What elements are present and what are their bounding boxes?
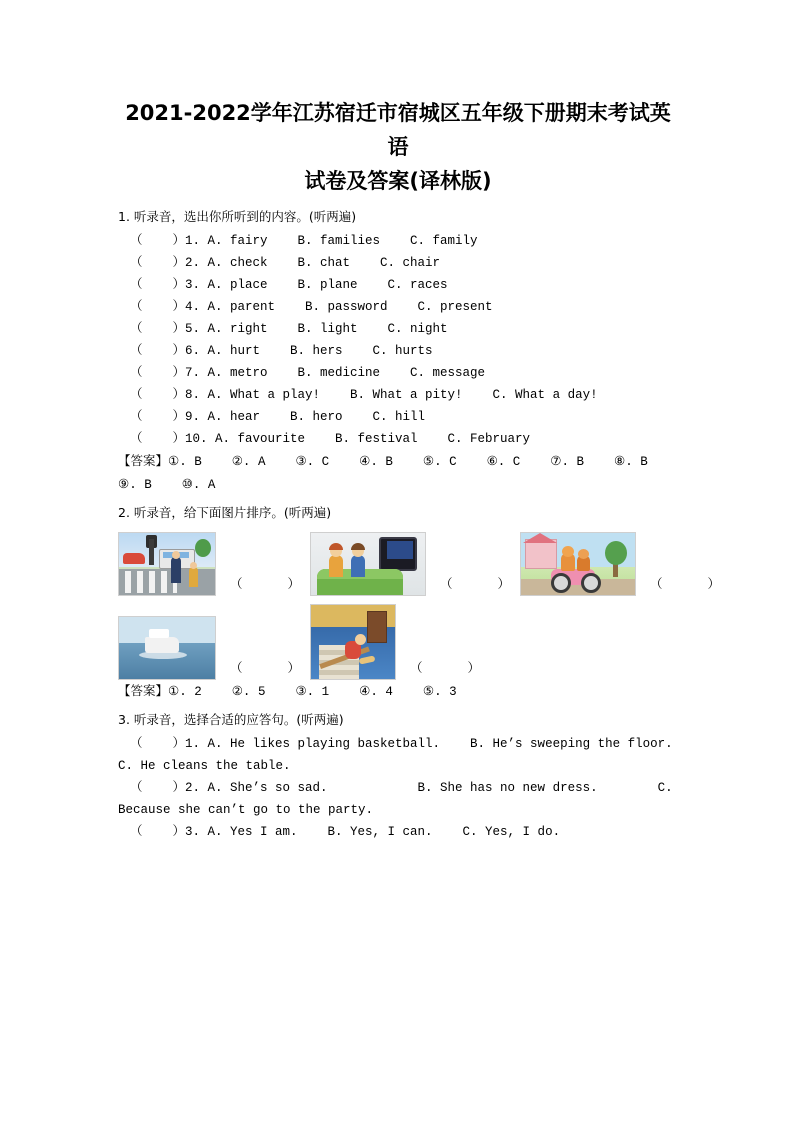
picture-answer-box[interactable]: （ ） (410, 662, 481, 676)
picture-answer-box[interactable]: （ ） (440, 578, 511, 592)
answer-label: 【答案】 (118, 683, 169, 698)
question-item-cont: C. He cleans the table. (118, 759, 291, 773)
picture-answer-box[interactable]: （ ） (650, 578, 721, 592)
question-item: （ ）3. A. place B. plane C. races (130, 278, 448, 292)
question-item: （ ）1. A. He likes playing basketball. B. He’s sweeping the floor. (130, 737, 673, 751)
answer-text: ①. B ②. A ③. C ④. B ⑤. C ⑥. C ⑦. B ⑧. B ⑨. B ⑩. A (118, 455, 678, 492)
question-item: （ ）6. A. hurt B. hers C. hurts (130, 344, 433, 358)
answer-text: ①. 2 ②. 5 ③. 1 ④. 4 ⑤. 3 (168, 685, 457, 699)
question-item: （ ）8. A. What a play! B. What a pity! C. What a day! (130, 388, 598, 402)
picture-cell (118, 616, 310, 680)
question-item: （ ）1. A. fairy B. families C. family (130, 234, 478, 248)
section-2-heading: 2. 听录音，给下面图片排序。(听两遍) (118, 505, 332, 520)
question-item: （ ）2. A. She’s so sad. B. She has no new dress. C. (130, 781, 673, 795)
page-title-line1: 2021-2022学年江苏宿迁市宿城区五年级下册期末考试英语 (125, 101, 671, 159)
picture-answer-box[interactable]: （ ） (230, 662, 301, 676)
document-content (118, 96, 721, 843)
picture-cell (310, 604, 490, 680)
answer-block (118, 450, 678, 496)
picture-cell (520, 532, 730, 596)
picture-cat-family-on-scooter (520, 532, 636, 596)
picture-kids-playing-video-game (310, 532, 426, 596)
question-item-cont: Because she can’t go to the party. (118, 803, 374, 817)
answer-label: 【答案】 (118, 453, 169, 468)
page-title (118, 96, 678, 198)
question-item: （ ）5. A. right B. light C. night (130, 322, 448, 336)
question-item: （ ）9. A. hear B. hero C. hill (130, 410, 426, 424)
section-1-heading: 1. 听录音，选出你所听到的内容。(听两遍) (118, 209, 357, 224)
question-item: （ ）10. A. favourite B. festival C. February (130, 432, 531, 446)
picture-boy-on-stairs (310, 604, 396, 680)
picture-ship-at-sea (118, 616, 216, 680)
picture-cell (118, 532, 310, 596)
picture-row-2 (118, 604, 678, 680)
page-title-line2: 试卷及答案(译林版) (304, 169, 492, 193)
question-item: （ ）4. A. parent B. password C. present (130, 300, 493, 314)
question-item: （ ）3. A. Yes I am. B. Yes, I can. C. Yes, I do. (130, 825, 561, 839)
picture-answer-box[interactable]: （ ） (230, 578, 301, 592)
picture-street-crossing-guard (118, 532, 216, 596)
question-item: （ ）7. A. metro B. medicine C. message (130, 366, 486, 380)
picture-row-1 (118, 532, 721, 596)
section-3-heading: 3. 听录音，选择合适的应答句。(听两遍) (118, 712, 344, 727)
question-item: （ ）2. A. check B. chat C. chair (130, 256, 441, 270)
answer-block (118, 680, 678, 703)
picture-cell (310, 532, 520, 596)
